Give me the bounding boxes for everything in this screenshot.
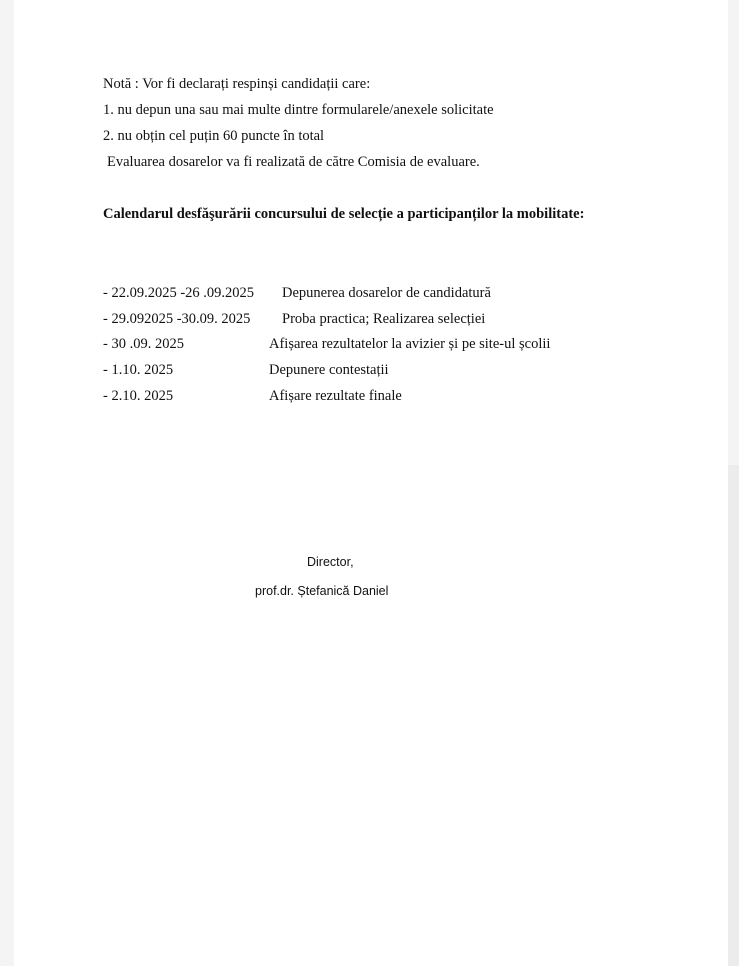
evaluation-text: Evaluarea dosarelor va fi realizată de către Comisia de evaluare. <box>107 154 480 170</box>
calendar-row-4-date: - 1.10. 2025 <box>103 362 174 378</box>
note-item-1: 1. nu depun una sau mai multe dintre formularele/anexele solicitate <box>103 102 494 118</box>
calendar-row-5-date: - 2.10. 2025 <box>103 388 174 404</box>
signature-name: prof.dr. Ștefanică Daniel <box>255 584 389 598</box>
calendar-row-1-activity: Depunerea dosarelor de candidatură <box>282 285 491 301</box>
page-edge-shadow <box>728 465 739 966</box>
calendar-row-2-activity: Proba practica; Realizarea selecției <box>282 311 486 327</box>
calendar-row-3-activity: Afișarea rezultatelor la avizier și pe site-ul școlii <box>269 336 551 352</box>
signature-title: Director, <box>307 555 354 569</box>
calendar-row-3-date: - 30 .09. 2025 <box>103 336 184 352</box>
calendar-row-2-date: - 29.092025 -30.09. 2025 <box>103 311 251 327</box>
calendar-row-4-activity: Depunere contestații <box>269 362 389 378</box>
calendar-heading: Calendarul desfăşurării concursului de selecție a participanților la mobilitate: <box>103 206 585 222</box>
calendar-row-5-activity: Afișare rezultate finale <box>269 388 402 404</box>
note-item-2: 2. nu obțin cel puțin 60 puncte în total <box>103 128 325 144</box>
note-intro: Notă : Vor fi declarați respinși candidații care: <box>103 76 371 92</box>
calendar-row-1-date: - 22.09.2025 -26 .09.2025 <box>103 285 255 301</box>
